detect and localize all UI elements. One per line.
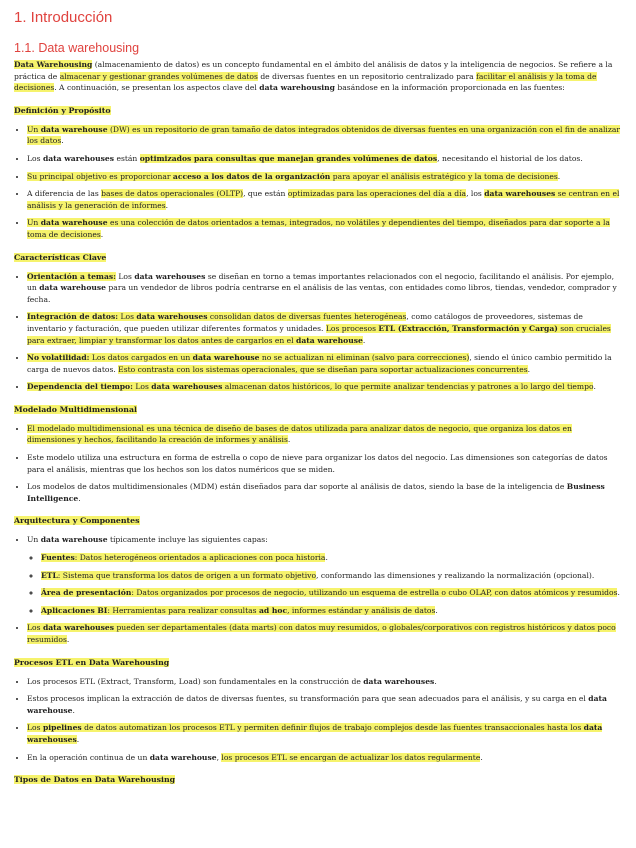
- list-item: • Un data warehouse (DW) es un repositorio de gran tamaño de datos integrados obtenidos de diversas fuentes en una organización con el fin de analizar los datos.: [27, 124, 622, 147]
- heading-modelado: Modelado Multidimensional: [14, 404, 137, 414]
- sublist-item: ◦ Aplicaciones BI: Herramientas para realizar consultas ad hoc, informes estándar y análisis de datos.: [41, 605, 622, 617]
- list-arquitectura: [14, 534, 622, 645]
- heading-definicion: Definición y Propósito: [14, 105, 111, 115]
- list-item: • En la operación continua de un data warehouse, los procesos ETL se encargan de actualizar los datos regularmente.: [27, 752, 622, 764]
- list-item: • Los data warehouses están optimizados para consultas que manejan grandes volúmenes de datos, necesitando el historial de los datos.: [27, 153, 622, 165]
- list-item: • Este modelo utiliza una estructura en forma de estrella o copo de nieve para organizar los datos del negocio. Las dimensiones son categorías de datos para el análisis, mientras que los hechos son los datos numéricos que se miden.: [27, 452, 622, 475]
- list-item: • Los data warehouses pueden ser departamentales (data marts) con datos muy resumidos, o globales/corporativos con registros históricos y datos poco resumidos.: [27, 622, 622, 645]
- heading-arquitectura: Arquitectura y Componentes: [14, 516, 140, 526]
- sublist-item: ◦ ETL: Sistema que transforma los datos de origen a un formato objetivo, conformando las dimensiones y realizando la normalización (opcional).: [41, 570, 622, 582]
- list-item: • Integración de datos: Los data warehouses consolidan datos de diversas fuentes heterogéneas, como catálogos de proveedores, sistemas de inventario y facturación, que pueden utilizar diferentes formatos y unidades. Los procesos ETL (Extracción, Transformación y Carga) son cruciales para extraer, limpiar y transformar los datos antes de cargarlos en el data warehouse.: [27, 311, 622, 346]
- list-item: • Orientación a temas: Los data warehouses se diseñan en torno a temas importantes relacionados con el negocio, facilitando el análisis. Por ejemplo, un data warehouse para un vendedor de libros podría centrarse en el análisis de las ventas, con entidades como libros, tiendas, vendedor, comprador y fecha.: [27, 271, 622, 306]
- page-title: 1. Introducción: [14, 9, 113, 26]
- list-item: • Estos procesos implican la extracción de datos de diversas fuentes, su transformación para que sean adecuados para el análisis, y su carga en el data warehouse.: [27, 693, 622, 716]
- list-item: • Su principal objetivo es proporcionar acceso a los datos de la organización para apoyar el análisis estratégico y la toma de decisiones.: [27, 171, 622, 183]
- list-modelado: [14, 423, 622, 505]
- list-item: • No volatilidad: Los datos cargados en un data warehouse no se actualizan ni eliminan (salvo para correcciones), siendo el único cambio permitido la carga de nuevos datos. Esto contrasta con los sistemas operacionales, que se diseñan para soportar actualizaciones concurrentes.: [27, 352, 622, 375]
- sublist-capas: [27, 552, 622, 616]
- heading-tipos-datos: Tipos de Datos en Data Warehousing: [14, 775, 176, 785]
- list-item: • Un data warehouse típicamente incluye las siguientes capas: ◦ Fuentes: Datos heterogéneos orientados a aplicaciones con poca historia. ◦ ETL: Sistema que transforma los datos de origen a un formato objetivo, conformando las dimensiones y realizando la normalización (opcional). ◦ Área de presentación: Datos organizados por procesos de negocio, utilizando un esquema de estrella o cubo OLAP, con datos atómicos y resumidos. ◦ Aplicaciones BI: Herramientas para realizar consultas ad hoc, informes estándar y análisis de datos.: [27, 534, 622, 616]
- sublist-item: ◦ Fuentes: Datos heterogéneos orientados a aplicaciones con poca historia.: [41, 552, 622, 564]
- list-definicion: [14, 124, 622, 241]
- list-item: • Un data warehouse es una colección de datos orientados a temas, integrados, no volátiles y dependientes del tiempo, diseñados para dar soporte a la toma de decisiones.: [27, 217, 622, 240]
- list-item: • Los modelos de datos multidimensionales (MDM) están diseñados para dar soporte al análisis de datos, siendo la base de la inteligencia de Business Intelligence.: [27, 481, 622, 504]
- list-item: • Los procesos ETL (Extract, Transform, Load) son fundamentales en la construcción de data warehouses.: [27, 676, 622, 688]
- list-item: • Los pipelines de datos automatizan los procesos ETL y permiten definir flujos de trabajo complejos desde las fuentes transaccionales hasta los data warehouses.: [27, 722, 622, 745]
- list-item: • El modelado multidimensional es una técnica de diseño de bases de datos utilizada para analizar datos de negocio, que organiza los datos en dimensiones y hechos, facilitando la creación de informes y análisis.: [27, 423, 622, 446]
- heading-etl: Procesos ETL en Data Warehousing: [14, 657, 170, 667]
- list-item: • Dependencia del tiempo: Los data warehouses almacenan datos históricos, lo que permite analizar tendencias y patrones a lo largo del tiempo.: [27, 381, 622, 393]
- list-etl: [14, 676, 622, 764]
- intro-paragraph: Data Warehousing (almacenamiento de datos) es un concepto fundamental en el ámbito del análisis de datos y la inteligencia de negocios. Se refiere a la práctica de almacenar y gestionar grandes volúmenes de datos de diversas fuentes en un repositorio centralizado para facilitar el análisis y la toma de decisiones. A continuación, se presentan los aspectos clave del data warehousing basándose en la información proporcionada en las fuentes:: [14, 60, 613, 93]
- section-title: 1.1. Data warehousing: [14, 41, 140, 55]
- heading-caracteristicas: Características Clave: [14, 252, 107, 262]
- sublist-item: ◦ Área de presentación: Datos organizados por procesos de negocio, utilizando un esquema de estrella o cubo OLAP, con datos atómicos y resumidos.: [41, 587, 622, 599]
- list-item: • A diferencia de las bases de datos operacionales (OLTP), que están optimizadas para las operaciones del día a día, los data warehouses se centran en el análisis y la generación de informes.: [27, 188, 622, 211]
- list-caracteristicas: [14, 271, 622, 393]
